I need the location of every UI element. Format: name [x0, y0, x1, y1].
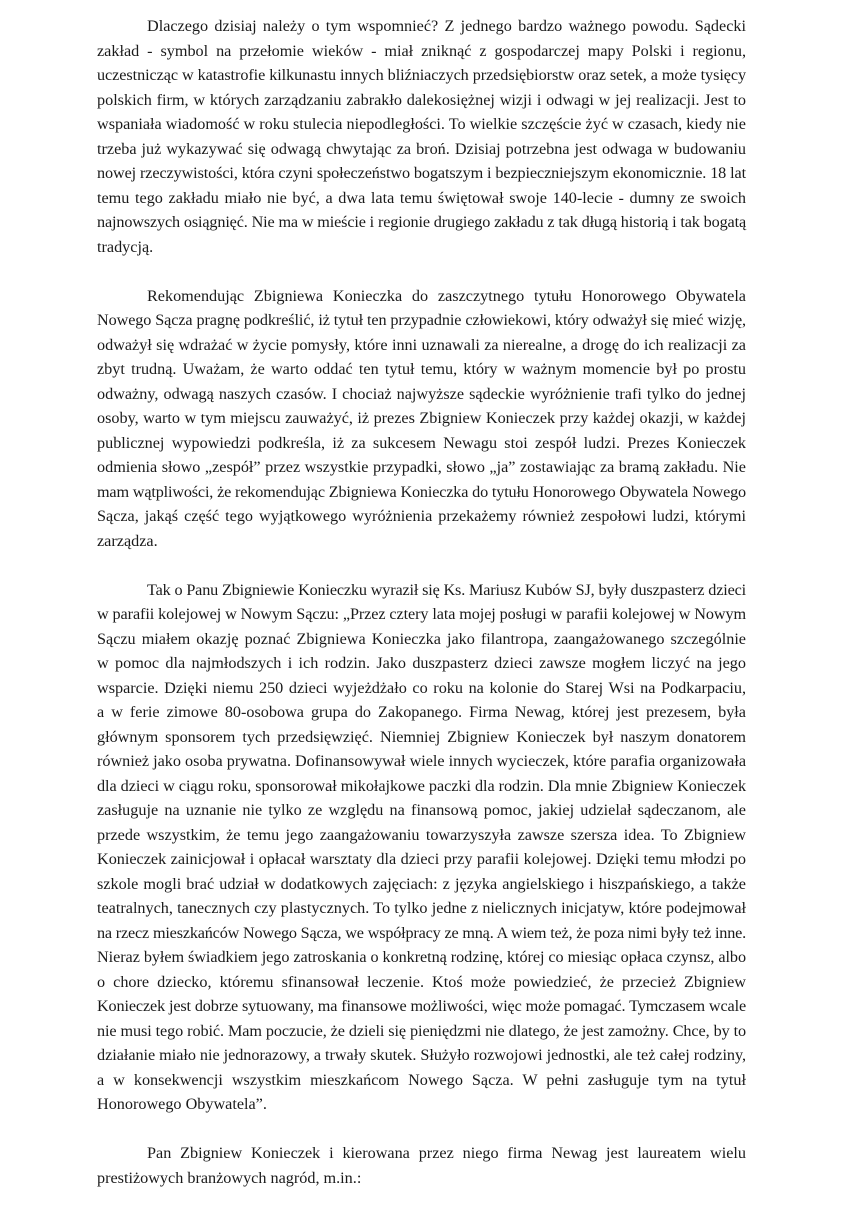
- text-line: polskich firm, w których zarządzaniu zabrakło dalekosiężnej wizji i odwagi w jej realizacji. Jest to: [97, 90, 746, 109]
- text-line: Tak o Panu Zbigniewie Konieczku wyraził się Ks. Mariusz Kubów SJ, były duszpasterz dzieci: [147, 580, 746, 599]
- text-line: najnowszych osiągnięć. Nie ma w mieście i regionie drugiego zakładu z tak długą historią i tak bogatą: [97, 213, 746, 231]
- text-line: a w konsekwencji wszystkim mieszkańcom Nowego Sącza. W pełni zasługuje tym na tytuł: [97, 1070, 746, 1089]
- text-line: nowej rzeczywistości, która czyni społeczeństwo bogatszym i bezpieczniejszym ekonomicznie. 18 lat: [97, 164, 746, 182]
- text-line: nie musi tego robić. Mam poczucie, że dzieli się pieniędzmi nie dlatego, że jest zamożny. Chce, by to: [97, 1021, 746, 1040]
- text-line: zbyt trudną. Uważam, że warto oddać ten tytuł temu, który w ważnym momencie był po prostu: [97, 360, 746, 378]
- text-line: teatralnych, tanecznych czy plastycznych. To tylko jedne z nielicznych inicjatyw, które podejmował: [97, 899, 746, 917]
- text-line: osoby, warto w tym miejscu zauważyć, iż prezes Zbigniew Konieczek przy każdej okazji, w każdej: [97, 409, 746, 427]
- text-line: temu tego zakładu miało nie być, a dwa lata temu świętował swoje 140-lecie - dumny ze swoich: [97, 188, 746, 207]
- text-line: prestiżowych branżowych nagród, m.in.:: [97, 1168, 362, 1187]
- text-line: Dlaczego dzisiaj należy o tym wspomnieć? Z jednego bardzo ważnego powodu. Sądecki: [147, 17, 746, 35]
- text-line: zasługuje na uznanie nie tylko ze względu na finansową pomoc, jakiej udzielał sądeczanom, ale: [97, 801, 746, 819]
- text-line: w pomoc dla najmłodszych i ich rodzin. Jako duszpasterz dzieci zawsze mogłem liczyć na jego: [97, 654, 746, 672]
- text-line: mam wątpliwości, że rekomendując Zbigniewa Konieczka do tytułu Honorowego Obywatela Nowego: [97, 482, 747, 501]
- text-line: na rzecz mieszkańców Nowego Sącza, we współpracy ze mną. A wiem też, że poza nimi były też inne.: [97, 923, 746, 942]
- text-line: Rekomendując Zbigniewa Konieczka do zaszczytnego tytułu Honorowego Obywatela: [147, 286, 746, 305]
- text-line: Nowego Sącza pragnę podkreślić, iż tytuł ten przypadnie człowiekowi, który odważył się mieć wizję,: [97, 311, 746, 329]
- text-line: głównym sponsorem tych przedsięwzięć. Niemniej Zbigniew Konieczek był naszym donatorem: [97, 727, 746, 746]
- text-line: działanie miało nie jednorazowy, a trwały skutek. Służyło rozwojowi jednostki, ale też całej rodziny,: [97, 1046, 747, 1064]
- text-line: w parafii kolejowej w Nowym Sączu: „Przez cztery lata mojej posługi w parafii kolejowej w Nowym: [97, 605, 746, 623]
- text-line: Nieraz byłem świadkiem jego zatroskania o konkretną rodzinę, której co miesiąc opłaca czynsz, albo: [97, 948, 746, 966]
- text-line: odważny, odwagą naszych czasów. I chociaż najwyższe sądeckie wyróżnienie trafi tylko do jednej: [97, 384, 746, 403]
- paragraph-4: [97, 1141, 746, 1190]
- text-line: przede wszystkim, że temu jego zaangażowaniu towarzyszyła zawsze szersza idea. To Zbigniew: [97, 825, 746, 844]
- text-line: szkole mogli brać udział w dodatkowych zajęciach: z języka angielskiego i hiszpańskiego, a także: [97, 874, 746, 893]
- paragraph-3-quote: [97, 578, 746, 1117]
- text-line: publicznej wypowiedzi podkreśla, iż za sukcesem Newagu stoi zespół ludzi. Prezes Konieczek: [97, 433, 746, 452]
- text-line: również jako osoba prywatna. Dofinansowywał wiele innych wycieczek, które parafia organizowała: [97, 752, 746, 770]
- document-page: [97, 14, 746, 1215]
- text-line: odmienia słowo „zespół” przez wszystkie przypadki, słowo „ja” zostawiając za bramą zakładu. Nie: [97, 458, 746, 476]
- paragraph-1: [97, 14, 746, 259]
- text-line: uczestnicząc w katastrofie kilkunastu innych bliźniaczych przedsiębiorstw oraz setek, a może tysięcy: [97, 66, 747, 84]
- text-line: Honorowego Obywatela”.: [97, 1095, 267, 1113]
- text-line: wsparcie. Dzięki niemu 250 dzieci wyjeżdżało co roku na kolonie do Starej Wsi na Podkarpaciu,: [97, 678, 746, 697]
- text-line: wspaniała wiadomość w roku stulecia niepodległości. To wielkie szczęście żyć w czasach, kiedy nie: [97, 115, 746, 133]
- text-line: Sączu miałem okazję poznać Zbigniewa Konieczka jako filantropa, zaangażowanego szczególnie: [97, 629, 746, 648]
- text-line: dla dzieci w ciągu roku, sponsorował mikołajkowe paczki dla rodzin. Dla mnie Zbigniew Konieczek: [97, 776, 747, 795]
- text-line: Konieczek jest dobrze sytuowany, ma finansowe możliwości, więc może pomagać. Tymczasem wcale: [97, 997, 747, 1015]
- text-line: zakład - symbol na przełomie wieków - miał zniknąć z gospodarczej mapy Polski i regionu,: [97, 41, 746, 60]
- text-line: odważył się wdrażać w życie pomysły, które inni uznawali za nierealne, a drogę do ich realizacji za: [97, 335, 746, 354]
- text-line: o chore dziecko, któremu sfinansował leczenie. Ktoś może powiedzieć, że przecież Zbigniew: [97, 972, 746, 991]
- text-line: Sącza, jakąś część tego wyjątkowego wyróżnienia przekażemy również zespołowi ludzi, którymi: [97, 507, 746, 525]
- text-line: trzeba już wykazywać się odwagą chwytając za broń. Dzisiaj potrzebna jest odwaga w budowaniu: [97, 139, 746, 158]
- text-line: a w ferie zimowe 80-osobowa grupa do Zakopanego. Firma Newag, której jest prezesem, była: [97, 703, 746, 721]
- text-line: Konieczek zainicjował i opłacał warsztaty dla dzieci przy parafii kolejowej. Dzięki temu młodzi po: [97, 850, 746, 868]
- paragraph-2: [97, 284, 746, 554]
- text-line: zarządza.: [97, 531, 158, 550]
- text-line: Pan Zbigniew Konieczek i kierowana przez niego firma Newag jest laureatem wielu: [147, 1144, 746, 1162]
- text-line: tradycją.: [97, 237, 154, 256]
